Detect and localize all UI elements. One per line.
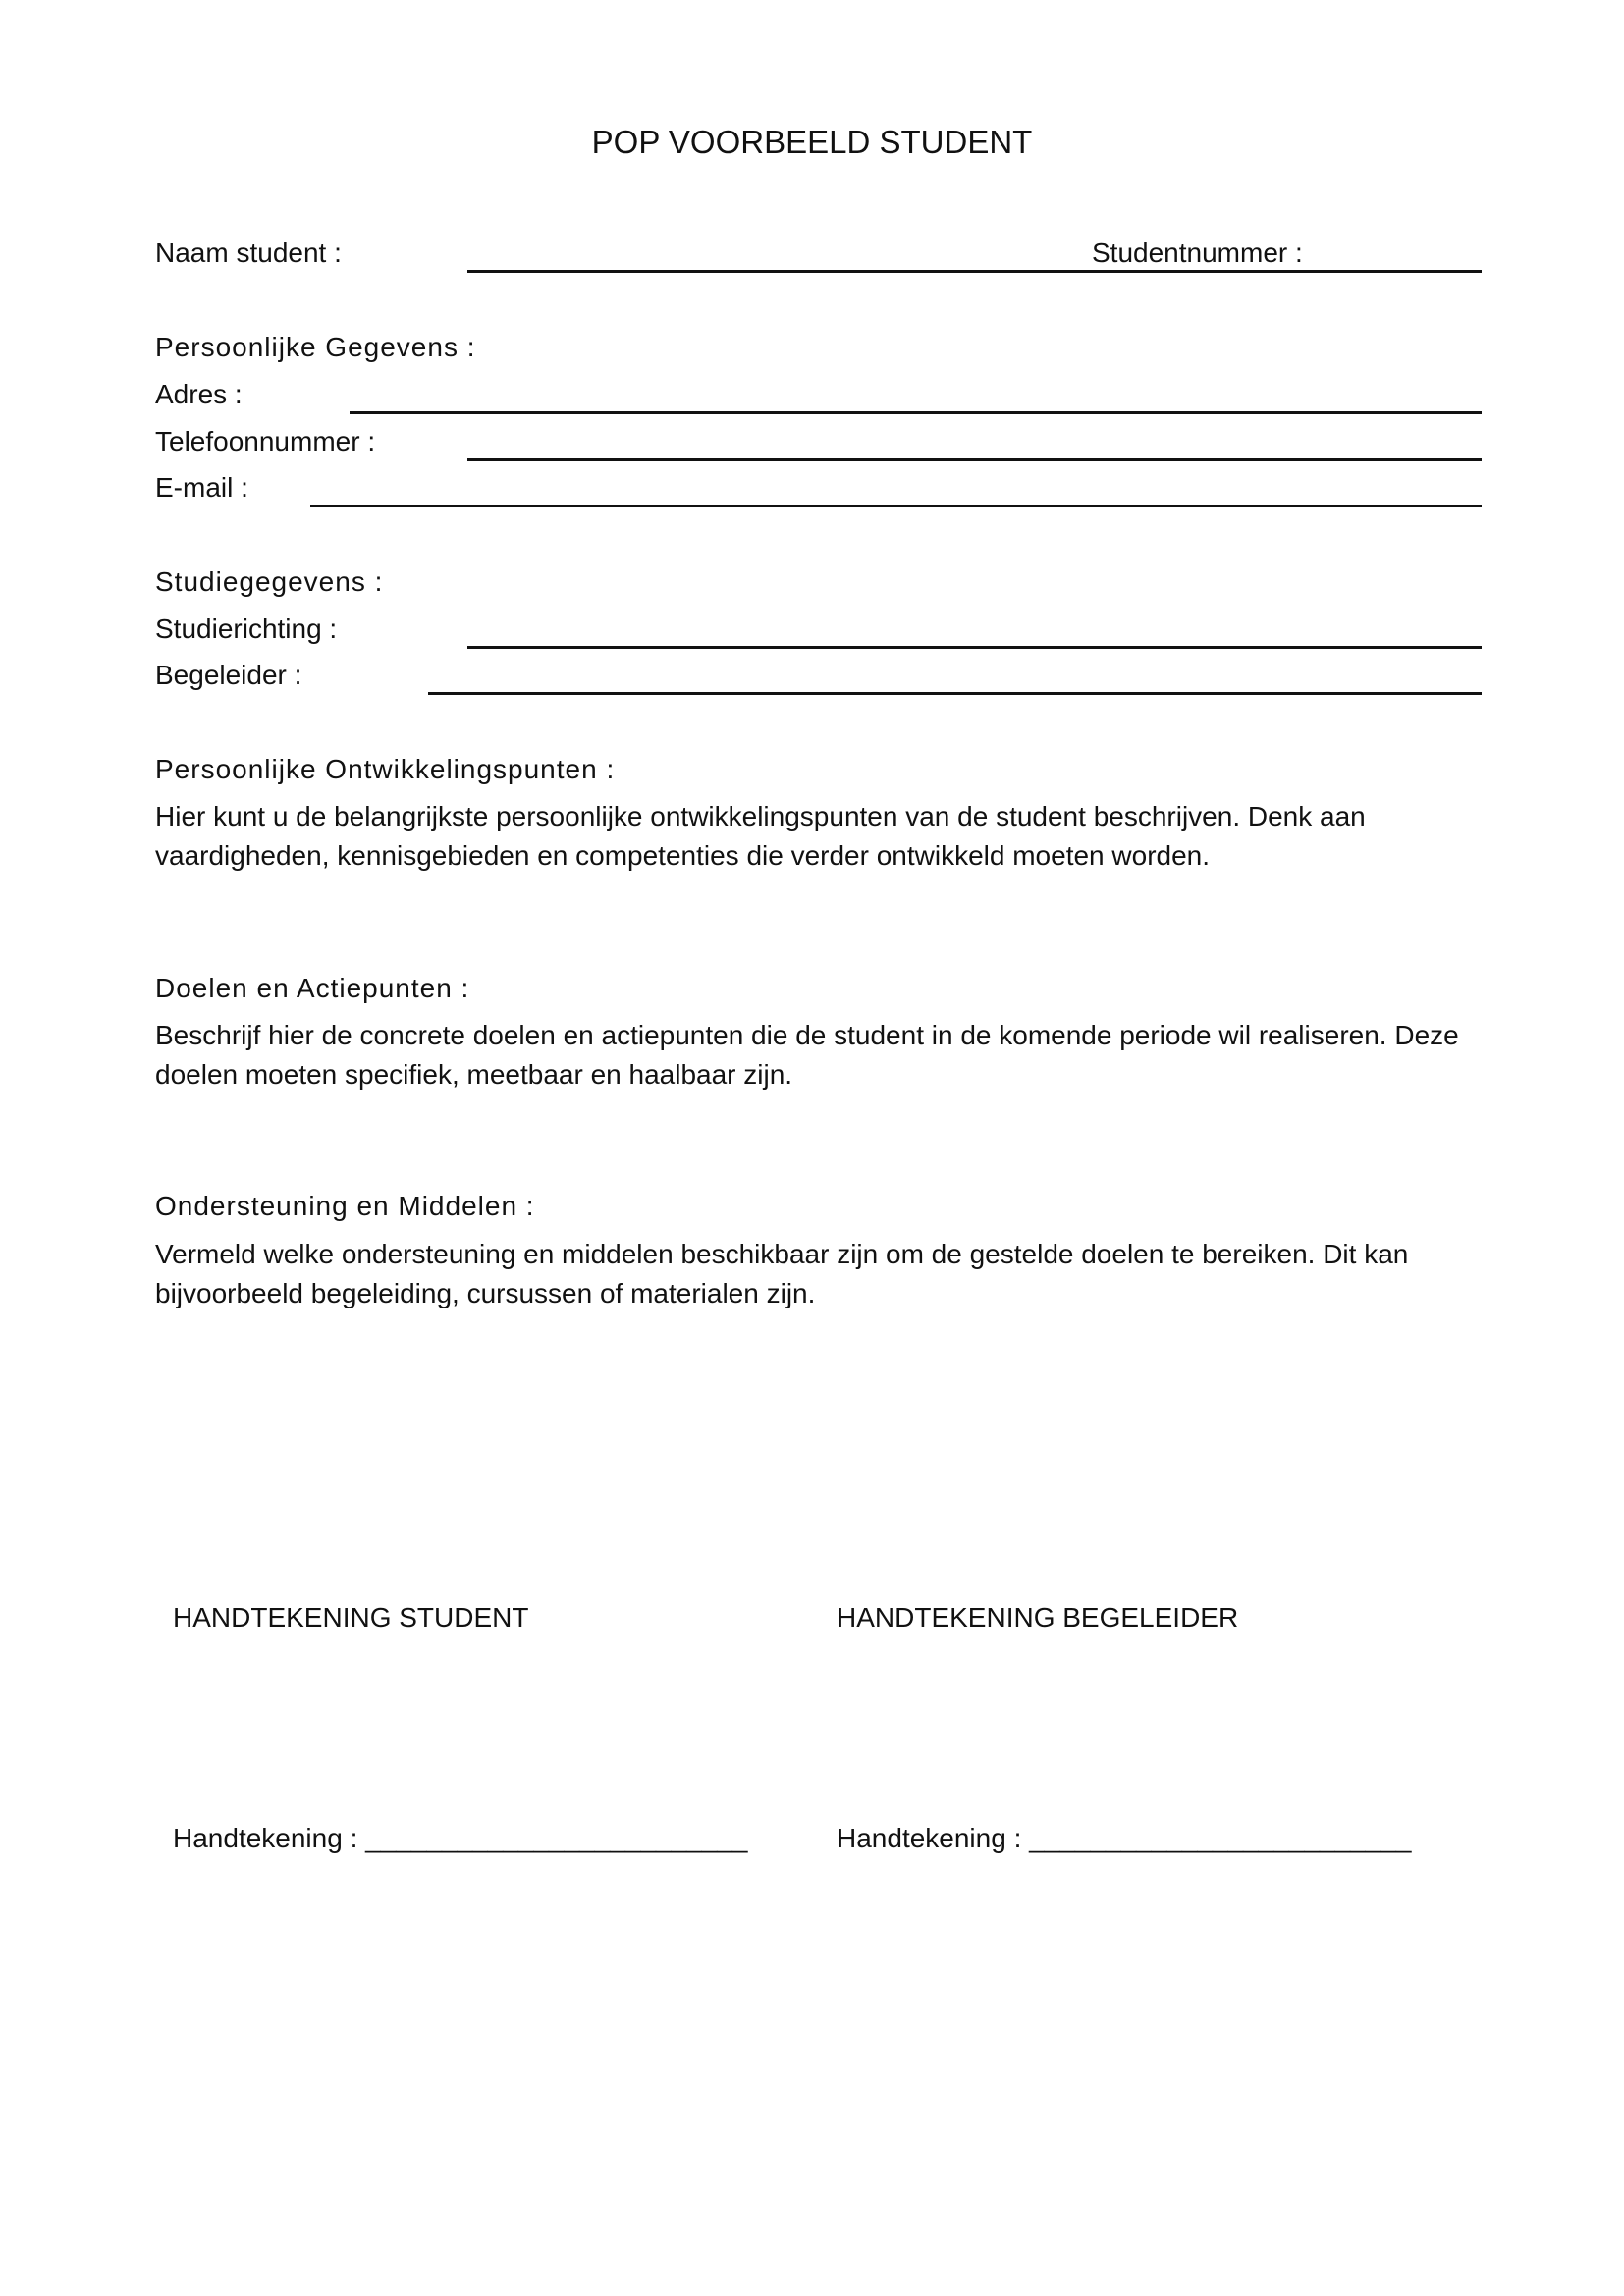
development-text: Hier kunt u de belangrijkste persoonlijke ontwikkelingspunten van de student beschrijven. Denk aan vaardigheden, kennisgebieden en competenties die verder ontwikkeld moeten worden. xyxy=(155,801,1366,871)
study-direction-label: Studierichting : xyxy=(155,614,338,644)
study-data-heading: Studiegegevens : xyxy=(155,566,384,597)
supervisor-signature-field[interactable]: Handtekening : _________________________ xyxy=(837,1823,1412,1853)
student-signature-field[interactable]: Handtekening : _________________________ xyxy=(173,1823,748,1853)
supervisor-field[interactable] xyxy=(428,692,1482,695)
email-field[interactable] xyxy=(310,505,1482,507)
study-direction-field[interactable] xyxy=(467,646,1482,649)
supervisor-label: Begeleider : xyxy=(155,660,302,690)
support-text: Vermeld welke ondersteuning en middelen beschikbaar zijn om de gestelde doelen te bereiken. Dit kan bijvoorbeeld begeleiding, cursussen of materialen zijn. xyxy=(155,1239,1409,1308)
student-signature-heading: HANDTEKENING STUDENT xyxy=(173,1602,529,1632)
address-label: Adres : xyxy=(155,379,243,409)
student-name-label: Naam student : xyxy=(155,238,342,268)
development-heading: Persoonlijke Ontwikkelingspunten : xyxy=(155,754,616,784)
supervisor-signature-heading: HANDTEKENING BEGELEIDER xyxy=(837,1602,1239,1632)
phone-label: Telefoonnummer : xyxy=(155,426,376,456)
email-label: E-mail : xyxy=(155,472,248,503)
goals-text: Beschrijf hier de concrete doelen en actiepunten die de student in de komende periode wil realiseren. Deze doelen moeten specifiek, meetbaar en haalbaar zijn. xyxy=(155,1020,1459,1090)
support-heading: Ondersteuning en Middelen : xyxy=(155,1191,535,1221)
address-field[interactable] xyxy=(350,411,1482,414)
page-title: POP VOORBEELD STUDENT xyxy=(591,124,1033,160)
student-name-field[interactable] xyxy=(467,270,1482,273)
goals-heading: Doelen en Actiepunten : xyxy=(155,973,470,1003)
phone-field[interactable] xyxy=(467,458,1482,461)
personal-data-heading: Persoonlijke Gegevens : xyxy=(155,332,476,362)
student-number-label: Studentnummer : xyxy=(1092,238,1309,269)
